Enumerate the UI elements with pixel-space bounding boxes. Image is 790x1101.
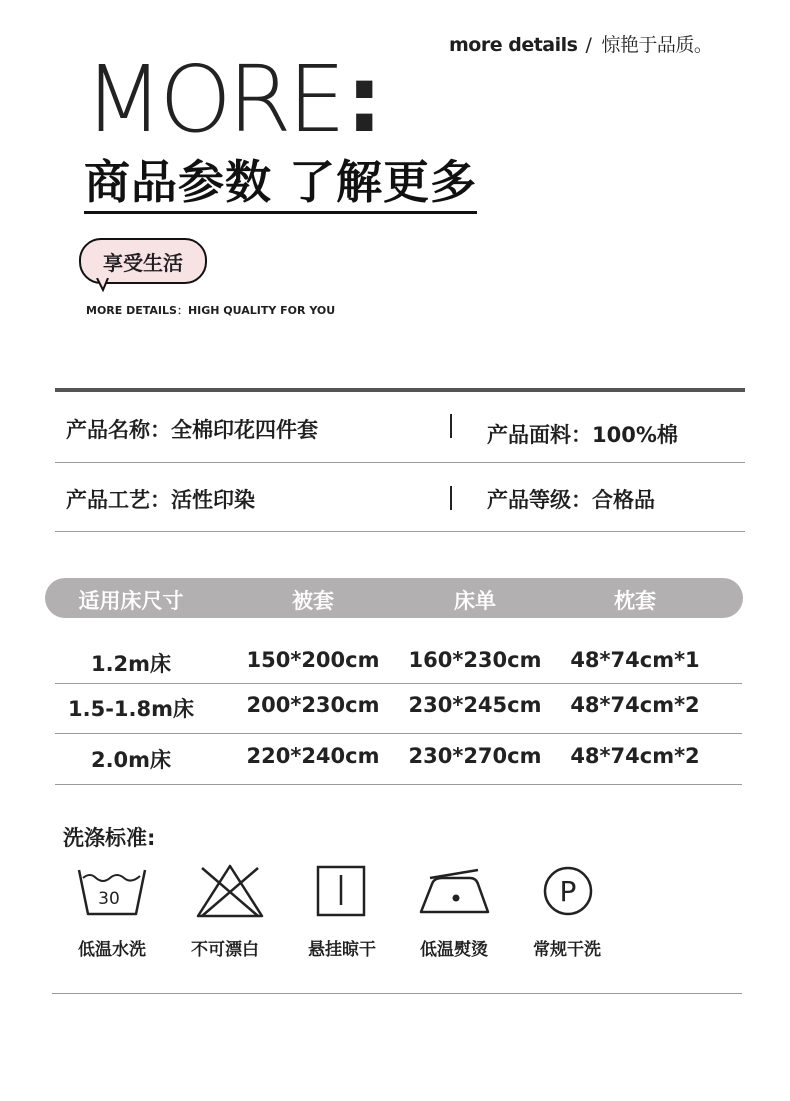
table-cell: 1.2m床 (90, 652, 172, 676)
care-label: 低温水洗 (78, 940, 146, 960)
washing-title: 洗涤标准: (63, 826, 156, 850)
table-cell: 200*230cm (246, 693, 380, 717)
table-row (45, 744, 743, 774)
wash-30-icon (76, 862, 148, 918)
tagline-en: more details (449, 34, 578, 56)
table-cell: 48*74cm*2 (570, 744, 700, 768)
header-pillowcase: 枕套 (614, 589, 656, 613)
spec-divider (450, 414, 452, 438)
dry-clean-letter: P (559, 875, 577, 908)
table-cell: 150*200cm (246, 648, 380, 672)
table-cell: 160*230cm (408, 648, 542, 672)
spec-divider (450, 486, 452, 510)
care-label: 悬挂晾干 (308, 940, 376, 960)
top-tagline (449, 30, 712, 57)
divider-thin (52, 993, 742, 994)
divider-thin (55, 683, 742, 684)
low-iron-icon (418, 864, 490, 920)
table-cell: 230*270cm (408, 744, 542, 768)
header-bed-sheet: 床单 (454, 589, 496, 613)
care-label: 常规干洗 (533, 940, 601, 960)
divider-thin (55, 784, 742, 785)
size-table-header (45, 578, 743, 618)
care-label: 低温熨烫 (420, 940, 488, 960)
spec-process: 产品工艺：活性印染 (66, 488, 255, 512)
table-cell: 48*74cm*2 (570, 693, 700, 717)
divider-thin (55, 531, 745, 532)
big-title-colon: : (345, 46, 383, 153)
big-title-text: MORE (84, 46, 342, 153)
dry-clean-p-icon (532, 862, 604, 918)
page-title: 商品参数 了解更多 (84, 156, 477, 214)
table-cell: 48*74cm*1 (570, 648, 700, 672)
header-bed-size: 适用床尺寸 (78, 589, 184, 613)
big-title (84, 46, 383, 153)
table-cell: 230*245cm (408, 693, 542, 717)
table-cell: 2.0m床 (90, 748, 172, 772)
spec-grade: 产品等级：合格品 (487, 488, 655, 512)
table-cell: 220*240cm (246, 744, 380, 768)
no-bleach-icon (194, 862, 266, 918)
header-duvet-cover: 被套 (292, 589, 334, 613)
care-label: 不可漂白 (191, 940, 259, 960)
subtitle-en: MORE DETAILS：HIGH QUALITY FOR YOU (86, 304, 336, 317)
table-row (45, 648, 743, 678)
wash-temperature: 30 (98, 889, 120, 909)
divider-thin (55, 733, 742, 734)
spec-name: 产品名称：全棉印花四件套 (66, 418, 318, 442)
tagline-cn: 惊艳于品质。 (601, 34, 713, 56)
divider-thin (55, 462, 745, 463)
spec-fabric: 产品面料：100%棉 (487, 423, 678, 447)
line-dry-icon (306, 864, 378, 920)
bubble-text: 享受生活 (103, 250, 183, 275)
bubble-tail-icon (96, 278, 110, 292)
tagline-separator: / (585, 34, 592, 56)
table-cell: 1.5-1.8m床 (68, 697, 194, 721)
divider-thick (55, 388, 745, 392)
table-row (45, 693, 743, 723)
